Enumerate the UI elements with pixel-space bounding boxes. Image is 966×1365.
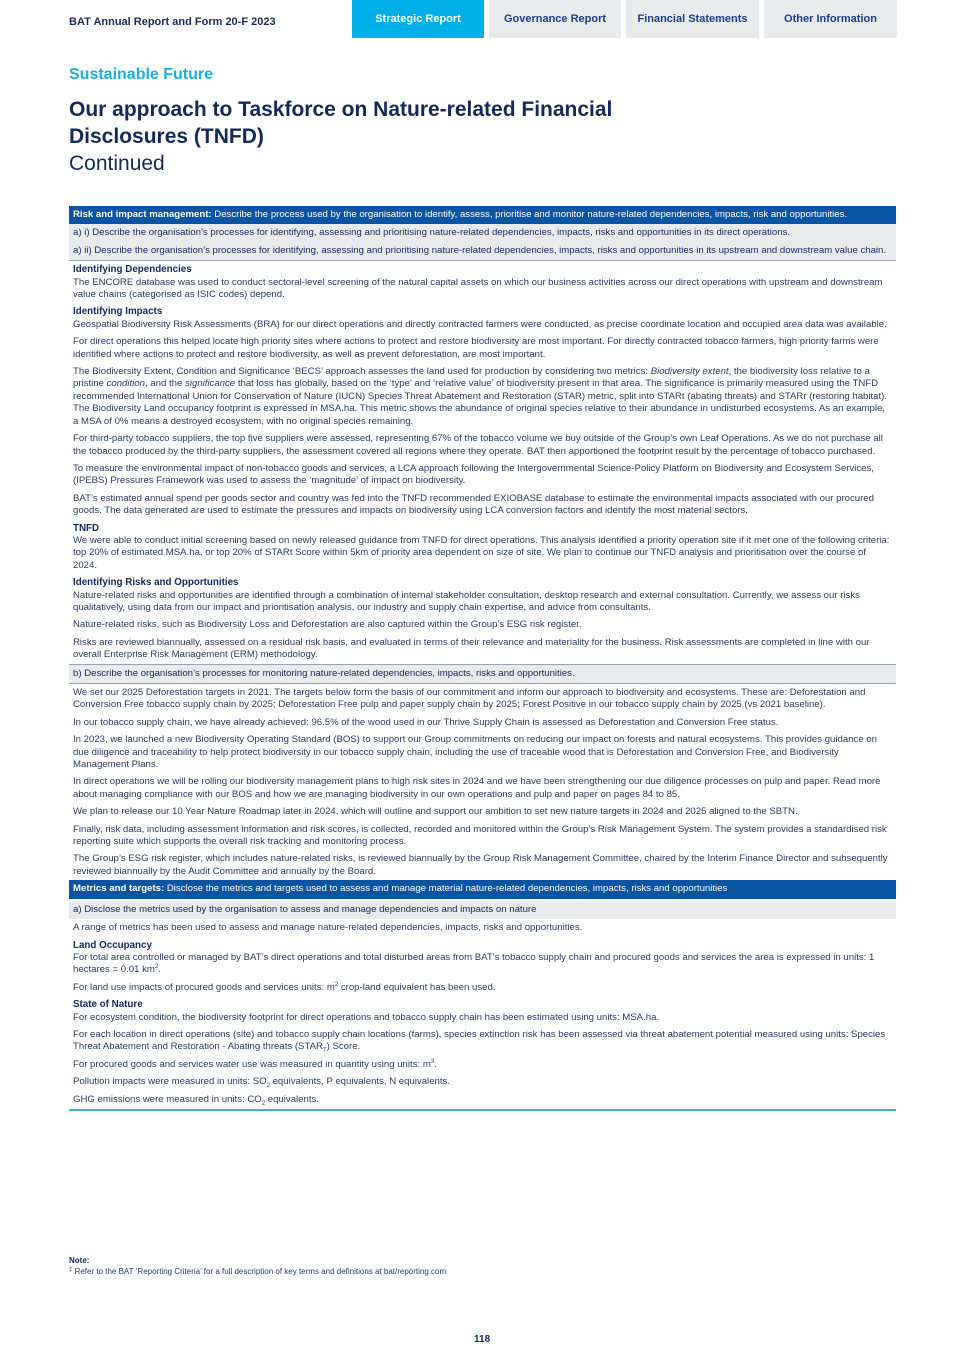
risk-question-b xyxy=(69,665,896,683)
tab-financial-statements[interactable]: Financial Statements xyxy=(626,0,759,38)
risk-header-label: Risk and impact management: xyxy=(73,209,212,220)
land-use-text: For land use impacts of procured goods and services units: $m^2$ crop-land equivalent has been used. xyxy=(73,981,496,993)
tnfd-text: We were able to conduct initial screening based on newly released guidance from TNFD for direct operations. This analysis identified a priority operation site if it met one of the following criteria: top 20% of estimated MSA.ha, or top 20% of STARt Score within 5km of priority area dependent on size of site. We plan to continue our TNFD analysis and prioritisation over the course of 2024. xyxy=(73,534,890,571)
metrics-answer xyxy=(69,919,896,1106)
exiobase-paragraph: BAT’s estimated annual spend per goods sector and country was fed into the TNFD recommended EXIOBASE database to estimate the environmental impacts associated with our procured goods. The data generated are used to estimate the pressures and impacts on biodiversity using LCA conversion factors and identify the most material sectors. xyxy=(73,492,874,517)
metrics-header-text: Disclose the metrics and targets used to assess and manage material nature-related dependencies, impacts, risks and opportunities xyxy=(164,883,728,895)
dependencies-heading: Identifying Dependencies xyxy=(73,264,192,276)
note-label: Note: xyxy=(69,1256,90,1265)
tab-governance-report[interactable]: Governance Report xyxy=(489,0,621,38)
risks-opportunities-heading: Identifying Risks and Opportunities xyxy=(73,577,239,589)
risks-opportunities-paragraph-3: Risks are reviewed biannually, assessed on a residual risk basis, and evaluated in terms of their relevance and materiality for the business. Risk assessments are completed in line with our overall Enterprise Risk Management (ERM) methodology. xyxy=(73,636,870,661)
section-label: Sustainable Future xyxy=(69,66,214,83)
state-of-nature-heading: State of Nature xyxy=(73,999,143,1011)
risk-b-answer xyxy=(69,684,896,878)
page-title: Our approach to Taskforce on Nature-related Financial Disclosures (TNFD) xyxy=(69,98,613,148)
roadmap-paragraph: We plan to release our 10 Year Nature Roadmap later in 2024, which will outline and support our ambition to set new nature targets in 2024 and 2025 aligned to the SBTN. xyxy=(73,806,798,818)
document-title: BAT Annual Report and Form 20-F 2023 xyxy=(69,16,276,28)
risk-header-text: Describe the process used by the organisation to identify, assess, prioritise and monitor nature-related dependencies, impacts, risk and opportunities. xyxy=(211,209,848,220)
lca-paragraph: To measure the environmental impact of non-tobacco goods and services, a LCA approach following the Intergovernmental Science-Policy Platform on Biodiversity and Ecosystem Services, (IPEBS) Pressures Framework was used to assess the ‘magnitude’ of impact on biodiversity. xyxy=(73,462,874,487)
tnfd-heading: TNFD xyxy=(73,522,100,534)
footnote xyxy=(69,1256,446,1276)
metrics-intro: A range of metrics has been used to assess and manage nature-related dependencies, impacts, risks and opportunities. xyxy=(73,922,583,934)
top-navigation xyxy=(0,0,966,38)
state-of-nature-text: For ecosystem condition, the biodiversity footprint for direct operations and tobacco supply chain has been estimated using units: MSA.ha. xyxy=(73,1011,660,1023)
tab-strategic-report[interactable]: Strategic Report xyxy=(352,0,484,38)
risks-opportunities-paragraph-2: Nature-related risks, such as Biodiversity Loss and Deforestation are also captured within the Group’s ESG risk register. xyxy=(73,619,582,631)
metrics-question: a) Disclose the metrics used by the organisation to assess and manage dependencies and impacts on nature xyxy=(73,903,537,915)
page-subtitle: Continued xyxy=(69,152,165,175)
impacts-paragraph-2: For direct operations this helped locate high priority sites where actions to protect and restore biodiversity are most important. For directly contracted tobacco farmers, high priority farms were identified where actions to protect and restore biodiversity, as well as prevent deforestation, are most important. xyxy=(73,336,879,360)
tab-other-information[interactable]: Other Information xyxy=(764,0,897,38)
impacts-heading: Identifying Impacts xyxy=(73,306,163,318)
ghg-text: GHG emissions were measured in units: $CO_2$ equivalents. xyxy=(73,1093,319,1107)
tnfd-table xyxy=(69,206,896,1111)
water-text: For procured goods and services water use was measured in quantity using units: $m^3$. xyxy=(73,1058,437,1070)
dependencies-text: The ENCORE database was used to conduct sectoral-level screening of the natural capital assets on which our business activities across our direct operations with upstream and downstream value chains (categorised as ISIC codes) depend. xyxy=(73,276,883,301)
direct-operations-paragraph: In direct operations we will be rolling our biodiversity management plans to high risk sites in 2024 and we have been strengthening our due diligence processes on pulp and paper. Read more about managing compliance with our BOS and how we are managing biodiversity in our own operations and pulp and paper on pages 84 to 85. xyxy=(73,776,881,800)
question-b: b) Describe the organisation’s processes for monitoring nature-related dependencies, impacts, risks and opportunities. xyxy=(73,667,575,679)
esg-register-paragraph: The Group’s ESG risk register, which includes nature-related risks, is reviewed biannually by the Group Risk Management Committee, chaired by the Interim Finance Director and subsequently reviewed biannually by the Audit Committee and annually by the Board. xyxy=(73,853,888,877)
metrics-targets-header xyxy=(69,880,896,898)
bos-paragraph: In 2023, we launched a new Biodiversity Operating Standard (BOS) to support our Group commitments on reducing our impact on forests and natural ecosystems. This provides guidance on due diligence and traceability to help protect biodiversity in our tobacco supply chain, including the use of traceable wood that is Deforestation and Conversion Free, and Biodiversity Management Plans. xyxy=(73,734,877,771)
risk-questions-a xyxy=(69,224,896,260)
land-occupancy-heading: Land Occupancy xyxy=(73,939,152,951)
risks-opportunities-text: Nature-related risks and opportunities are identified through a combination of internal stakeholder consultation, desktop research and external consultation. Currently, we assess our risks qualitatively, using data from our impact and prioritisation analysis, our industry and supply chain expertise, and advice from consultants. xyxy=(73,589,860,613)
risk-data-paragraph: Finally, risk data, including assessment information and risk scores, is collected, recorded and monitored within the Group’s Risk Management System. The system provides a standardised risk reporting suite which supports the overall risk tracking and monitoring process. xyxy=(73,823,887,848)
impacts-text: Geospatial Biodiversity Risk Assessments (BRA) for our direct operations and directly contracted farmers were conducted, as precise coordinate location and occupied area data was available. xyxy=(73,318,887,330)
risk-a-answer xyxy=(69,261,896,661)
question-a-ii: a) ii) Describe the organisation’s processes for identifying, assessing and prioritising nature-related dependencies, impacts, risks and opportunities in its upstream and downstream value chain. xyxy=(73,244,887,256)
pollution-text: Pollution impacts were measured in units: $SO_2$ equivalents, P equivalents, N equivalents. xyxy=(73,1076,450,1090)
question-a-i: a) i) Describe the organisation’s processes for identifying, assessing and prioritising nature-related dependencies, impacts, risks and opportunities in its direct operations. xyxy=(73,227,791,239)
third-party-paragraph: For third-party tobacco suppliers, the top five suppliers were assessed, representing 67% of the tobacco volume we buy outside of the Group’s own Leaf Operations. As we do not purchase all the tobacco produced by the third-party suppliers, the assessment covered all regions where they operate. BAT then apportioned the footprint result by the percentage of tobacco purchased. xyxy=(73,433,883,457)
metrics-header-label: Metrics and targets: xyxy=(73,883,165,895)
becs-paragraph: The Biodiversity Extent, Condition and Significance ‘BECS’ approach assesses the land used for production by considering two metrics: Biodiversity extent, the biodiversity loss relative to a pristine condition, and the significance that loss has globally, based on the ‘type’ and ‘relative value’ of biodiversity present in that area. The significance is primarily measured using the TNFD recommended International Union for Conservation of Nature (IUCN) Species Threat Abatement and Restoration (STAR) metric, split into STARt (abating threats) and STARr (restoring habitat). The Biodiversity Land occupancy footprint is expressed in MSA.ha. This metric shows the abundance of original species relative to their abundance in undisturbed ecosystems. As an example, a MSA of 0% means a destroyed ecosystem, with no original species remaining. xyxy=(73,366,888,427)
note-text: Refer to the BAT ‘Reporting Criteria’ for a full description of key terms and definitions at bat/reporting.com xyxy=(72,1267,447,1276)
land-occupancy-text: For total area controlled or managed by BAT’s direct operations and total disturbed areas from BAT’s tobacco supply chain and procured goods and services the area is expressed in units: 1 hectares = 0.01 $km^2$. xyxy=(73,951,875,976)
star-text: For each location in direct operations (site) and tobacco supply chain locations (farms), species extinction risk has been assessed via threat abatement potential measured using units: Species Threat Abatement and Restoration - Abating threats $(STAR_T)$ Score. xyxy=(73,1028,886,1055)
targets-paragraph: We set our 2025 Deforestation targets in 2021. The targets below form the basis of our commitment and inform our approach to biodiversity and ecosystems. These are: Deforestation and Conversion Free tobacco supply chain by 2025; Deforestation Free pulp and paper supply chain by 2025; Forest Positive in our tobacco supply chain by 2025 (vs 2021 baseline). xyxy=(73,687,866,711)
achievement-paragraph: In our tobacco supply chain, we have already achieved: 96.5% of the wood used in our Thrive Supply Chain is assessed as Deforestation and Conversion Free status. xyxy=(73,716,779,728)
page-number: 118 xyxy=(474,1334,491,1345)
risk-management-header xyxy=(69,206,896,224)
table-bottom-rule xyxy=(69,1109,896,1111)
metrics-question-a xyxy=(69,901,896,919)
note-marker: ‡ xyxy=(69,1267,73,1273)
